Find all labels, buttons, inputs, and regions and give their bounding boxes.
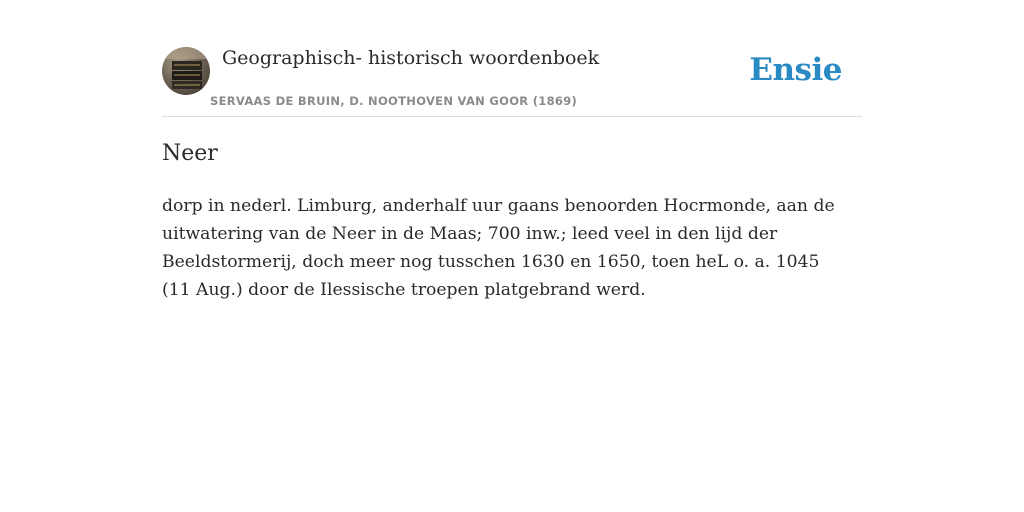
ensie-logo[interactable]: Ensie <box>749 52 842 88</box>
book-title[interactable]: Geographisch- historisch woordenboek <box>222 47 600 69</box>
book-cover-icon[interactable] <box>162 47 210 95</box>
entry-title: Neer <box>162 141 218 166</box>
book-header <box>162 40 862 117</box>
entry-body: dorp in nederl. Limburg, anderhalf uur gaans benoorden Hocrmonde, aan de uitwatering van de Neer in de Maas; 700 inw.; leed veel in den lijd der Beeldstormerij, doch meer nog tusschen 1630 en 1650, toen heL o. a. 1045 (11 Aug.) door de Ilessische troepen platgebrand werd. <box>162 196 835 300</box>
book-authors: SERVAAS DE BRUIN, D. NOOTHOVEN VAN GOOR (1869) <box>210 94 578 108</box>
